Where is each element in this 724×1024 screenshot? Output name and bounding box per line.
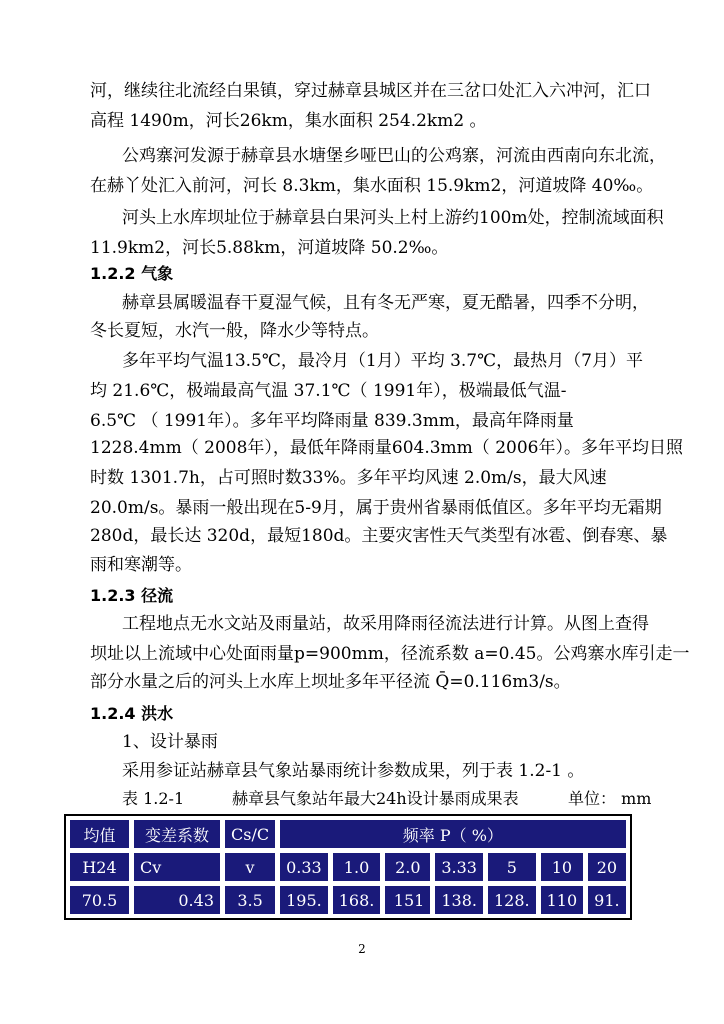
section-heading-flood: 1.2.4 洪水 [90,704,174,723]
table-row [69,885,627,915]
value-cell: 138. [434,885,484,915]
value-cell: 91. [587,885,626,915]
paragraph-line: 在赫丫处汇入前河，河长 8.3km，集水面积 15.9km2，河道坡降 40‰。 [90,176,654,196]
freq-cell: 10 [540,852,585,882]
paragraph-line: 时数 1301.7h，占可照时数33%。多年平均风速 2.0m/s，最大风速 [90,468,607,488]
cell-mean: 70.5 [69,885,130,915]
page-number: 2 [358,942,366,956]
freq-cell: 0.33 [279,852,329,882]
table-caption-number: 表 1.2-1 [122,789,185,808]
paragraph-line: 1、设计暴雨 [122,732,218,752]
value-cell: 195. [279,885,329,915]
freq-cell: 20 [587,852,626,882]
paragraph-line: 高程 1490m，河长26km，集水面积 254.2km2 。 [90,111,487,131]
paragraph-line: 280d，最长达 320d，最短180d。主要灾害性天气类型有冰雹、倒春寒、暴 [90,526,668,546]
freq-cell: 1.0 [332,852,382,882]
paragraph-line: 冬长夏短，水汽一般，降水少等特点。 [90,321,379,341]
value-cell: 168. [332,885,382,915]
paragraph-line: 坝址以上流域中心处面雨量p=900mm，径流系数 a=0.45。公鸡寨水库引走一 [90,644,690,664]
header-cv: 变差系数 [133,819,221,849]
table-header-row [69,819,627,849]
paragraph-line: 1228.4mm（ 2008年），最低年降雨量604.3mm（ 2006年）。多年平均日照 [90,438,683,458]
paragraph-line: 多年平均气温13.5℃，最冷月（1月）平均 3.7℃，最热月（7月）平 [122,351,643,371]
freq-cell: 5 [487,852,537,882]
section-heading-climate: 1.2.2 气象 [90,264,174,283]
value-cell: 128. [487,885,537,915]
section-heading-runoff: 1.2.3 径流 [90,586,174,605]
value-cell: 151 [384,885,431,915]
freq-cell: 3.33 [434,852,484,882]
rainfall-table [64,814,632,920]
header-mean: 均值 [69,819,130,849]
value-cell: 110 [540,885,585,915]
header-mean-h24: H24 [69,852,130,882]
header-cscv-cont: v [224,852,276,882]
paragraph-line: 20.0m/s。暴雨一般出现在5-9月，属于贵州省暴雨低值区。多年平均无霜期 [90,498,662,518]
paragraph-line: 雨和寒潮等。 [90,555,192,575]
cell-cscv: 3.5 [224,885,276,915]
table-subheader-row [69,852,627,882]
paragraph-line: 部分水量之后的河头上水库上坝址多年平径流 Q̄=0.116m3/s。 [90,672,571,692]
table-caption-title: 赫章县气象站年最大24h设计暴雨成果表 [232,789,519,808]
paragraph-line: 赫章县属暖温春干夏湿气候，且有冬无严寒，夏无酷暑，四季不分明， [122,293,649,313]
header-cv-symbol: Cv [133,852,221,882]
header-frequency: 频率 P（ %） [279,819,627,849]
table-caption-unit: 单位： mm [568,789,652,808]
header-cscv: Cs/C [224,819,276,849]
paragraph-line: 河，继续往北流经白果镇，穿过赫章县城区并在三岔口处汇入六冲河，汇口 [90,81,651,101]
paragraph-line: 工程地点无水文站及雨量站，故采用降雨径流法进行计算。从图上查得 [122,614,649,634]
paragraph-line: 6.5℃ （ 1991年）。多年平均降雨量 839.3mm，最高年降雨量 [90,411,574,431]
cell-cv: 0.43 [133,885,221,915]
paragraph-line: 11.9km2，河长5.88km，河道坡降 50.2‰。 [90,238,449,258]
paragraph-line: 公鸡寨河发源于赫章县水塘堡乡哑巴山的公鸡寨，河流由西南向东北流， [122,146,666,166]
paragraph-line: 均 21.6℃，极端最高气温 37.1℃（ 1991年），极端最低气温- [90,381,567,401]
freq-cell: 2.0 [384,852,431,882]
paragraph-line: 河头上水库坝址位于赫章县白果河头上村上游约100m处，控制流域面积 [122,208,664,228]
paragraph-line: 采用参证站赫章县气象站暴雨统计参数成果，列于表 1.2-1 。 [122,761,585,781]
